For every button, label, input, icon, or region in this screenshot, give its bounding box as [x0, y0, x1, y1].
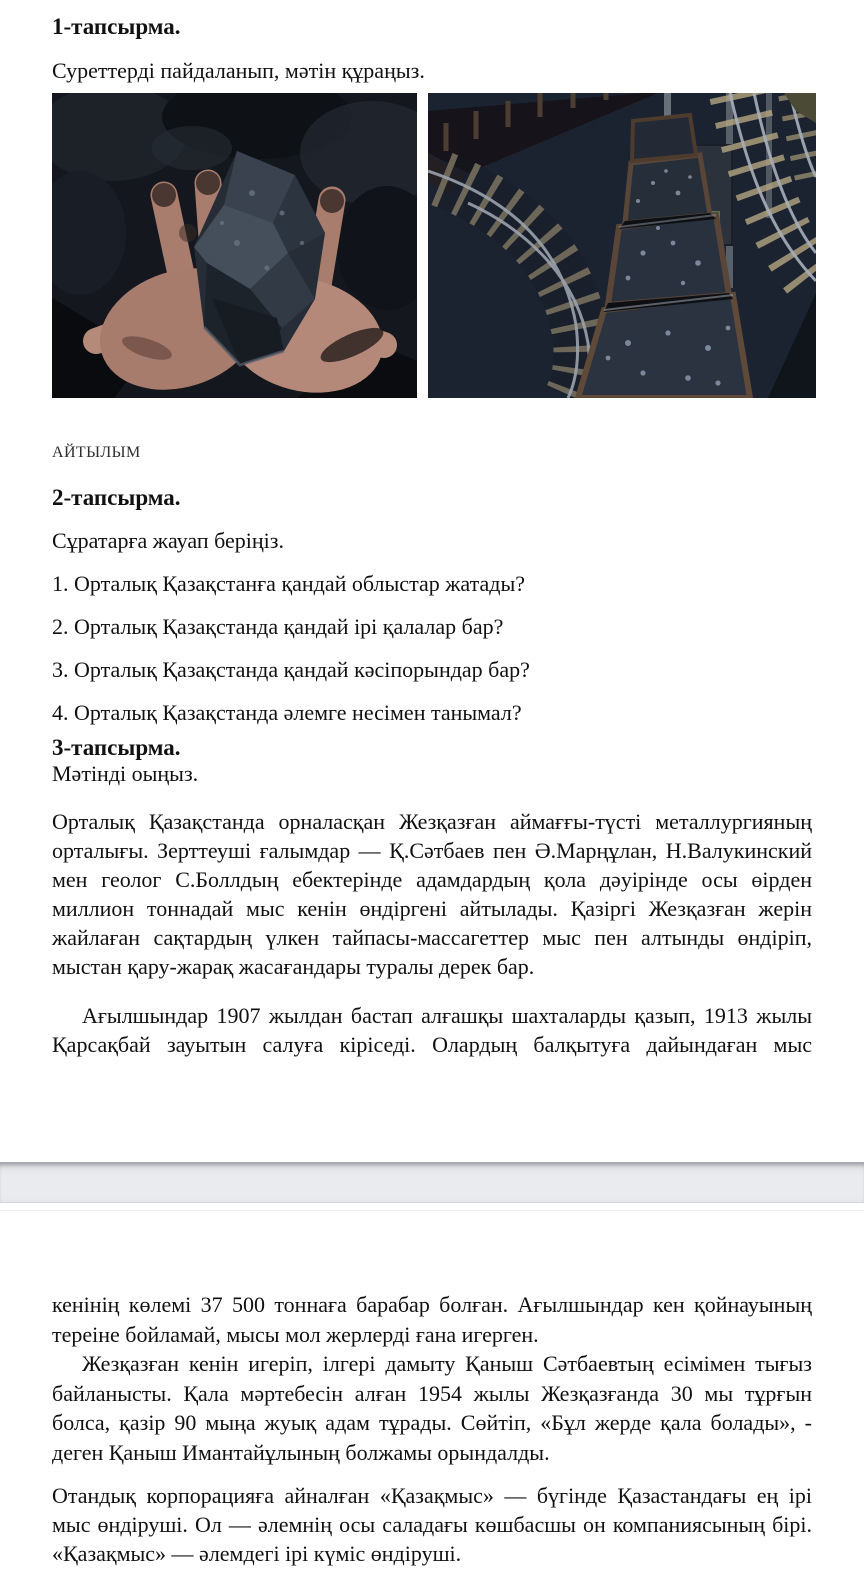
coal-train-wagons-photo — [428, 93, 816, 398]
images-row — [52, 93, 812, 398]
section-label-aitylym: АЙТЫЛЫМ — [52, 444, 141, 461]
paragraph-4: Жезқазған кенін игеріп, ілгері дамыту Қаныш Сәтбаевтың есімімен тығыз байланысты. Қала мәртебесін алған 1954 жылы Жезқазғанда 30 мы тұрғын болса, қазір 90 мыңа жуық адам тұрады. Сөйтіп, «Бұл жерде қала болады», - деген Қаныш Имантайұлының болжамы орындалды. — [52, 1351, 812, 1465]
task2-instruction: Сұратарға жауап беріңіз. — [52, 528, 284, 553]
paragraph-2: Ағылшындар 1907 жылдан бастап алғашқы шахталарды қазып, 1913 жылы Қарсақбай зауытын салуға кіріседі. Олардың балқытуға дайындаған мыс — [52, 1003, 812, 1057]
task1-instruction: Суреттерді пайдаланып, мәтін құраңыз. — [52, 58, 425, 83]
paragraph-3: кенінің көлемі 37 500 тоннаға барабар болған. Ағылшындар кен қойнауының тереіне бойламай, мысы мол жерлерді ғана игерген. — [52, 1292, 812, 1347]
question-1: 1. Орталық Қазақстанға қандай облыстар жатады? — [52, 571, 525, 596]
question-3: 3. Орталық Қазақстанда қандай кәсіпорындар бар? — [52, 657, 530, 682]
paragraph-5: Отандық корпорацияға айналған «Қазақмыс» — бүгінде Қазастандағы ең ірі мыс өндіруші. Ол — әлемнің осы саладағы көшбасшы он компаниясының бірі. «Қазақмыс» — әлемдегі ірі күміс өндіруші. — [52, 1483, 812, 1566]
paragraph-1: Орталық Қазақстанда орналасқан Жезқазған аймағғы-түсті металлургияның орталығы. Зерттеуші ғалымдар — Қ.Сәтбаев пен Ә.Марңұлан, Н.Валукинский мен геолог С.Боллдың ебектерінде адамдардың қола дәуірінде осы өірден миллион тоннадай мыс кенін өндіргені айтылады. Қазіргі Жезқазған жерін жайлаған сақтардың үлкен тайпасы-массагеттер мыс пен алтынды өндіріп, мыстан қару-жарақ жасағандары туралы дерек бар. — [52, 809, 812, 979]
question-4: 4. Орталық Қазақстанда әлемге несімен танымал? — [52, 700, 522, 725]
task2-title: 2-тапсырма. — [52, 485, 181, 510]
task1-title: 1-тапсырма. — [52, 14, 181, 39]
page-break-gap — [0, 1162, 864, 1203]
question-2: 2. Орталық Қазақстанда қандай ірі қалалар бар? — [52, 614, 504, 639]
task3-title: 3-тапсырма. — [52, 735, 181, 760]
page-break-shadow — [0, 1203, 864, 1211]
document-page-2 — [0, 1211, 864, 1568]
coal-in-hands-photo — [52, 93, 417, 398]
task3-instruction: Мәтінді оыңыз. — [52, 761, 199, 786]
